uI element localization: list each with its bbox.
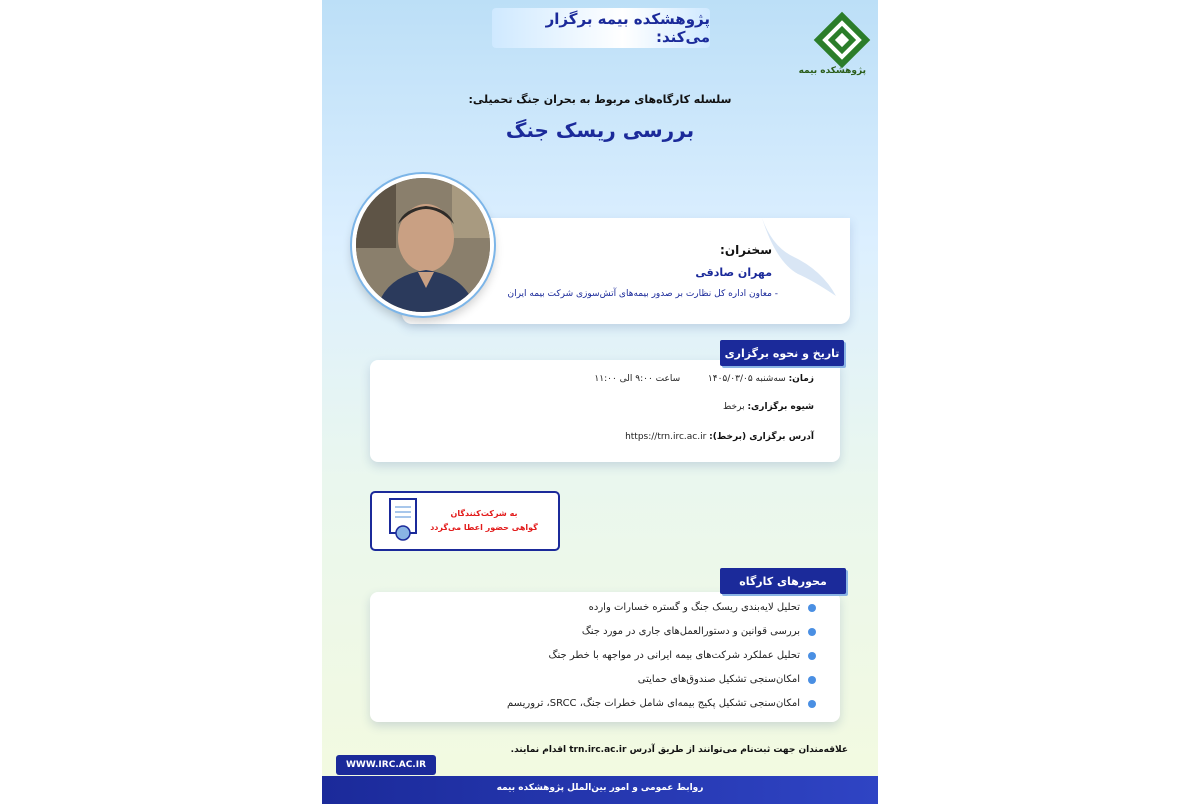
hours-value: ساعت ۹:۰۰ الی ۱۱:۰۰ (594, 374, 681, 384)
topic-text: تحلیل لایه‌بندی ریسک جنگ و گستره خسارات وارده (588, 602, 800, 613)
footer-bar (322, 776, 878, 804)
page-curl-icon (762, 210, 836, 296)
certificate-text (424, 507, 544, 535)
topic-item (638, 674, 816, 685)
topic-text: امکان‌سنجی تشکیل پکیج بیمه‌ای شامل خطرات جنگ، SRCC، تروریسم (507, 698, 800, 709)
website-link[interactable]: WWW.IRC.AC.IR (336, 755, 436, 775)
certificate-line1: به شرکت‌کنندگان (450, 509, 518, 518)
time-value: سه‌شنبه ۱۴۰۵/۰۳/۰۵ (707, 374, 786, 384)
topics-card (370, 592, 840, 722)
logo-text: پژوهشکده بیمه (798, 66, 866, 76)
topic-text: امکان‌سنجی تشکیل صندوق‌های حمایتی (637, 674, 800, 685)
bullet-icon (808, 700, 816, 708)
speaker-role: - معاون اداره کل نظارت بر صدور بیمه‌های آتش‌سوزی شرکت بیمه ایران (507, 289, 778, 299)
time-label: زمان: (788, 374, 814, 384)
schedule-heading-text: تاریخ و نحوه برگزاری (724, 346, 840, 360)
topic-item (549, 650, 816, 661)
logo-icon (812, 10, 872, 90)
schedule-card (370, 360, 840, 462)
certificate-box (370, 491, 560, 551)
certificate-icon (386, 497, 422, 543)
speaker-name: مهران صادقی (695, 266, 772, 279)
organizer-banner (492, 8, 710, 48)
bullet-icon (808, 604, 816, 612)
topic-text: بررسی قوانین و دستورالعمل‌های جاری در مورد جنگ (581, 626, 800, 637)
topics-heading-text: محورهای کارگاه (739, 574, 827, 588)
series-subtitle: سلسله کارگاه‌های مربوط به بحران جنگ تحمیلی: (468, 93, 732, 106)
topic-item (582, 626, 816, 637)
workshop-title: بررسی ریسک جنگ (505, 118, 695, 142)
method-label: شیوه برگزاری: (747, 402, 814, 412)
certificate-line2: گواهی حضور اعطا می‌گردد (430, 523, 538, 532)
address-label: آدرس برگزاری (برخط): (709, 432, 814, 442)
schedule-heading (720, 340, 844, 366)
topic-item (507, 698, 816, 709)
speaker-photo (352, 174, 494, 316)
bullet-icon (808, 652, 816, 660)
method-row (723, 402, 814, 412)
organizer-text: پژوهشکده بیمه برگزار می‌کند: (545, 10, 710, 46)
topic-item (589, 602, 816, 613)
topics-heading (720, 568, 846, 594)
address-link[interactable]: https://trn.irc.ac.ir (625, 432, 707, 442)
poster (322, 0, 878, 804)
speaker-label: سخنران: (720, 243, 772, 257)
bullet-icon (808, 628, 816, 636)
topic-text: تحلیل عملکرد شرکت‌های بیمه ایرانی در مواجهه با خطر جنگ (548, 650, 800, 661)
footer-text: روابط عمومی و امور بین‌الملل پژوهشکده بیمه (496, 783, 704, 793)
bullet-icon (808, 676, 816, 684)
method-value: برخط (723, 402, 745, 412)
registration-note: علاقه‌مندان جهت ثبت‌نام می‌توانند از طریق آدرس trn.irc.ac.ir اقدام نمایند. (510, 745, 848, 755)
time-row (594, 374, 814, 384)
address-row (625, 432, 814, 442)
